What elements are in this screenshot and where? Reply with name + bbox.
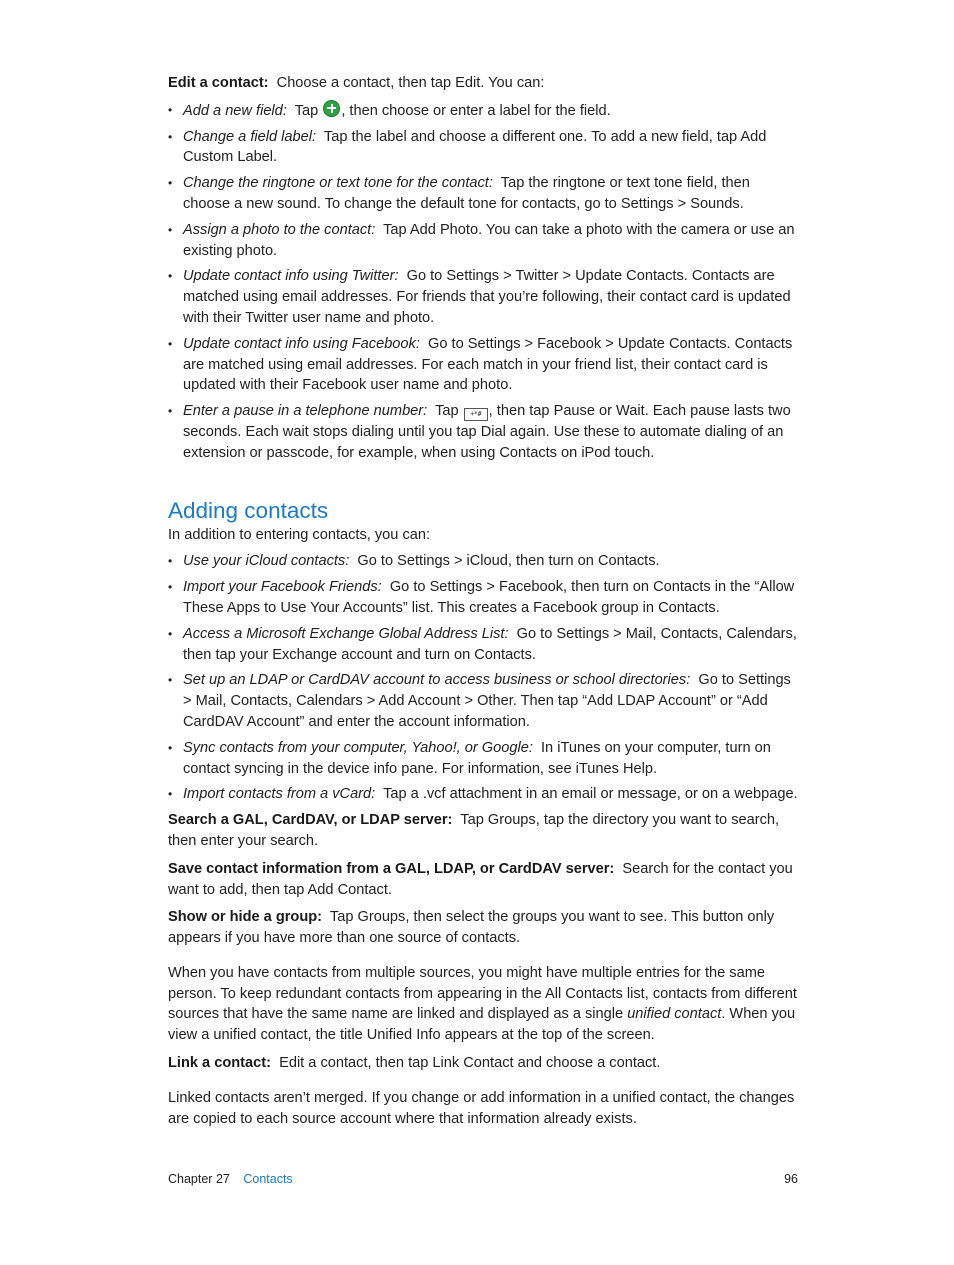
item-text: , then choose or enter a label for the field. (341, 102, 611, 119)
paragraph-label: Show or hide a group: (168, 909, 323, 926)
paragraph-text: Tap Groups, tap the directory you want to search, then enter your search. (168, 812, 780, 849)
edit-contact-intro (168, 73, 800, 94)
item-text: In iTunes on your computer, turn on contact syncing in the device info pane. For information, see iTunes Help. (183, 739, 771, 777)
item-text: Tap the label and choose a different one. To add a new field, tap Add Custom Label. (183, 128, 767, 166)
section-heading-adding-contacts: Adding contacts (168, 497, 329, 523)
item-text: Go to Settings > Facebook, then turn on Contacts in the “Allow These Apps to Use Your Accounts” list. This creates a Facebook group in Contacts. (183, 579, 795, 616)
list-item (168, 624, 800, 666)
item-text: Tap a .vcf attachment in an email or message, or on a webpage. (383, 786, 798, 803)
list-item (168, 551, 800, 572)
paragraph-text: Edit a contact, then tap Link Contact and choose a contact. (279, 1055, 661, 1072)
item-label: Enter a pause in a telephone number: (183, 403, 428, 420)
page-content (168, 73, 800, 1136)
unified-contact-paragraph (168, 963, 800, 1046)
add-field-icon (323, 100, 340, 117)
item-label: Update contact info using Facebook: (183, 335, 420, 352)
item-label: Use your iCloud contacts: (183, 553, 350, 570)
item-label: Add a new field: (183, 102, 287, 119)
paragraph-label: Save contact information from a GAL, LDAP, or CardDAV server: (168, 860, 615, 877)
list-item (168, 784, 800, 805)
item-text: Go to Settings > iCloud, then turn on Contacts. (357, 553, 660, 570)
list-item (168, 670, 800, 732)
item-label: Import your Facebook Friends: (183, 579, 382, 596)
adding-intro: In addition to entering contacts, you can: (168, 526, 431, 543)
item-label: Assign a photo to the contact: (183, 221, 376, 238)
item-text: Tap Add Photo. You can take a photo with the camera or use an existing photo. (183, 221, 795, 259)
item-text: Tap the ringtone or text tone field, then choose a new sound. To change the default tone for contacts, go to Settings > Sounds. (183, 175, 750, 212)
list-item (168, 220, 800, 262)
paragraph-text: Tap Groups, then select the groups you want to see. This button only appears if you have more than one source of contacts. (168, 909, 775, 947)
chapter-number: Chapter 27 (168, 1172, 230, 1186)
list-item (168, 266, 800, 328)
item-label: Update contact info using Twitter: (183, 268, 399, 285)
linked-contacts-paragraph: Linked contacts aren’t merged. If you change or add information in a unified contact, the changes are copied to each source account where that information already exists. (168, 1089, 795, 1127)
item-label: Import contacts from a vCard: (183, 786, 376, 803)
item-text: Go to Settings > Facebook > Update Contacts. Contacts are matched using email addresses. For each match in your friend list, their contact card is updated with their Facebook user name and photo. (183, 335, 793, 394)
unified-contact-term: unified contact (627, 1006, 722, 1023)
paragraph-label: Link a contact: (168, 1055, 271, 1072)
adding-options-list (168, 551, 800, 805)
save-contact-paragraph (168, 859, 800, 901)
page-footer (168, 1172, 800, 1186)
edit-contact-text: Choose a contact, then tap Edit. You can: (276, 75, 545, 91)
list-item (168, 127, 800, 169)
item-label: Access a Microsoft Exchange Global Address List: (183, 625, 509, 642)
list-item (168, 401, 800, 463)
list-item (168, 100, 800, 122)
paragraph-text: Search for the contact you want to add, then tap Add Contact. (168, 860, 793, 898)
paragraph-text: . When you view a unified contact, the title Unified Info appears at the top of the screen. (168, 1006, 796, 1044)
paragraph-text: When you have contacts from multiple sources, you might have multiple entries for the same person. To keep redundant contacts from appearing in the All Contacts list, contacts from different sources that have the same name are linked and displayed as a single (168, 964, 797, 1023)
edit-contact-label: Edit a contact: (168, 75, 269, 91)
chapter-link[interactable]: Contacts (243, 1172, 293, 1186)
show-hide-group-paragraph (168, 907, 800, 949)
list-item (168, 738, 800, 780)
list-item (168, 334, 800, 396)
edit-options-list (168, 100, 800, 464)
list-item (168, 577, 800, 619)
link-contact-paragraph (168, 1053, 800, 1074)
item-text: , then tap Pause or Wait. Each pause lasts two seconds. Each wait stops dialing until you tap Dial again. Use these to automate dialing of an extension or passcode, for example, when using Contacts on iPod touch. (183, 403, 791, 461)
search-gal-paragraph (168, 810, 800, 852)
item-label: Change a field label: (183, 128, 317, 145)
keypad-symbols-icon: +*# (464, 408, 488, 421)
item-text: Go to Settings > Mail, Contacts, Calendars > Add Account > Other. Then tap “Add LDAP Account” or “Add CardDAV Account” and enter the account information. (183, 672, 791, 730)
item-label: Change the ringtone or text tone for the contact: (183, 175, 493, 192)
page-number: 96 (784, 1172, 798, 1186)
item-label: Sync contacts from your computer, Yahoo!, or Google: (183, 739, 533, 756)
item-text: Tap (435, 403, 459, 420)
item-text: Go to Settings > Twitter > Update Contacts. Contacts are matched using email addresses. For friends that you’re following, their contact card is updated with their Twitter user name and photo. (183, 268, 791, 326)
paragraph-label: Search a GAL, CardDAV, or LDAP server: (168, 812, 453, 829)
list-item (168, 173, 800, 215)
item-text: Go to Settings > Mail, Contacts, Calendars, then tap your Exchange account and turn on Contacts. (183, 625, 797, 663)
item-text: Tap (294, 102, 319, 119)
item-label: Set up an LDAP or CardDAV account to access business or school directories: (183, 672, 691, 689)
